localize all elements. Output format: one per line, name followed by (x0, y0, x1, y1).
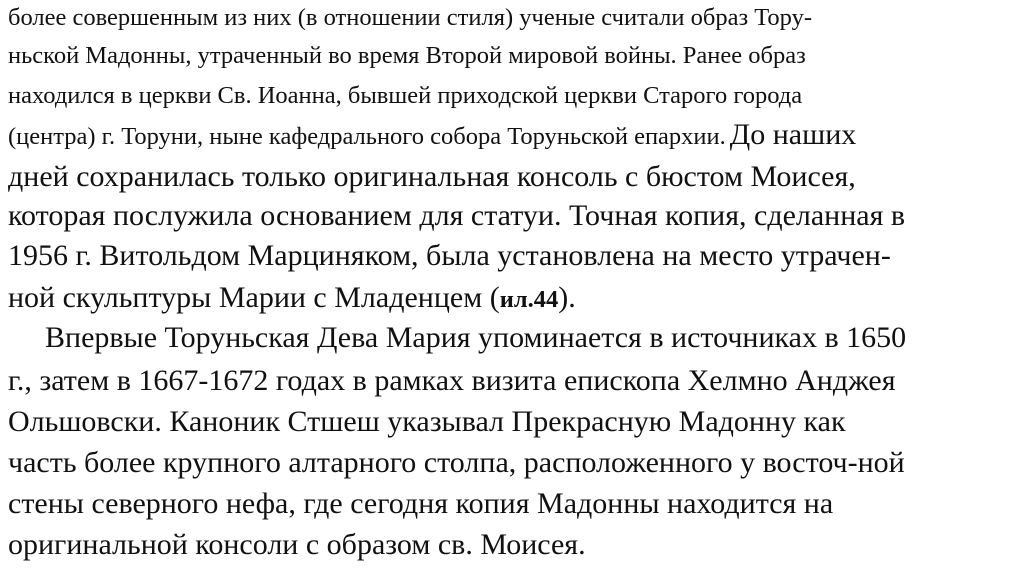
text-line-4-big: До наших (729, 118, 857, 151)
text-line-2: ньской Мадонны, утраченный во время Второй мировой войны. Ранее образ (8, 42, 806, 69)
text-line-8-end: ). (558, 281, 576, 314)
paragraph-2-line-5: стены северного нефа, где сегодня копия Мадонны находится на (8, 487, 834, 520)
text-line-4 (8, 118, 856, 152)
text-line-1: более совершенным из них (в отношении стиля) ученые считали образ Тору- (8, 4, 812, 31)
text-line-7: 1956 г. Витольдом Марциняком, была установлена на место утрачен- (8, 239, 891, 272)
paragraph-2-line-6: оригинальной консоли с образом св. Моисея. (8, 528, 586, 561)
text-line-3: находился в церкви Св. Иоанна, бывшей приходской церкви Старого города (8, 82, 803, 109)
text-line-8-start: ной скульптуры Марии с Младенцем ( (8, 281, 500, 314)
paragraph-2-line-4: часть более крупного алтарного столпа, расположенного у восточ-ной (8, 446, 905, 479)
text-line-6: которая послужила основанием для статуи. Точная копия, сделанная в (8, 199, 906, 232)
paragraph-2-line-2: г., затем в 1667-1672 годах в рамках визита епископа Хелмно Анджея (8, 364, 896, 397)
figure-reference: ил.44 (499, 286, 559, 313)
text-line-5: дней сохранилась только оригинальная консоль с бюстом Моисея, (8, 160, 856, 193)
paragraph-2-line-1: Впервые Торуньская Дева Мария упоминается в источниках в 1650 (45, 321, 907, 354)
text-line-8 (8, 281, 576, 315)
paragraph-2-line-3: Ольшовски. Каноник Стшеш указывал Прекрасную Мадонну как (8, 405, 846, 438)
text-line-4-small: (центра) г. Торуни, ныне кафедрального собора Торуньской епархии. (8, 123, 726, 150)
